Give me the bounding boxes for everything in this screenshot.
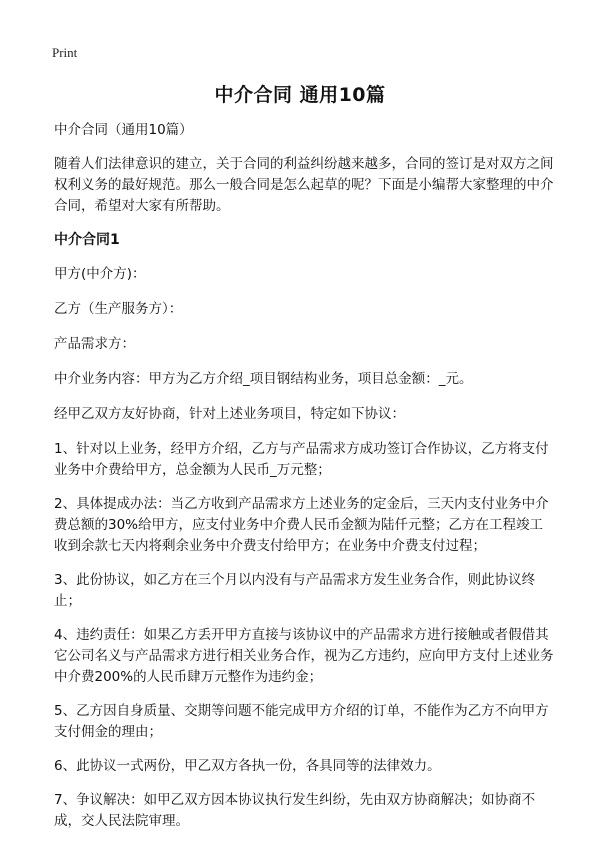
business-content-field: 中介业务内容：甲方为乙方介绍_项目钢结构业务，项目总金额：_元。 <box>54 371 473 387</box>
intro-paragraph: 随着人们法律意识的建立，关于合同的利益纠纷越来越多，合同的签订是对双方之间权利义务的最好规范。那么一般合同是怎么起草的呢？下面是小编帮大家整理的中介合同，希望对大家有所帮助。 <box>54 156 554 214</box>
document-title: 中介合同 通用10篇 <box>214 84 386 106</box>
party-a-field: 甲方(中介方)： <box>54 266 146 282</box>
document-subtitle: 中介合同（通用10篇） <box>54 122 193 138</box>
clause-paragraph: 3、此份协议，如乙方在三个月以内没有与产品需求方发生业务合作，则此协议终止； <box>54 572 536 609</box>
clause-paragraph: 7、争议解决：如甲乙双方因本协议执行发生纠纷，先由双方协商解决；如协商不成，交人民法院审理。 <box>54 792 536 829</box>
clause-paragraph: 5、乙方因自身质量、交期等问题不能完成甲方介绍的订单，不能作为乙方不向甲方支付佣金的理由； <box>54 703 549 740</box>
clause-paragraph: 1、针对以上业务，经甲方介绍，乙方与产品需求方成功签订合作协议，乙方将支付业务中介费给甲方，总金额为人民币_万元整； <box>54 441 549 478</box>
document-body <box>54 120 554 845</box>
agreement-intro: 经甲乙双方友好协商，针对上述业务项目，特定如下协议： <box>54 406 405 422</box>
clause-paragraph: 2、具体提成办法：当乙方收到产品需求方上述业务的定金后，三天内支付业务中介费总额的30%给甲方，应支付业务中介费人民币金额为陆仟元整；乙方在工程竣工收到余款七天内将剩余业务中介费支付给甲方；在业务中介费支付过程； <box>54 496 549 554</box>
print-label: Print <box>52 45 78 60</box>
demand-party-field: 产品需求方： <box>54 336 135 352</box>
clause-paragraph: 4、违约责任：如果乙方丢开甲方直接与该协议中的产品需求方进行接触或者假借其它公司名义与产品需求方进行相关业务合作，视为乙方违约，应向甲方支付上述业务中介费200%的人民币肆万元整作为违约金； <box>54 627 554 685</box>
party-b-field: 乙方（生产服务方）： <box>54 301 183 317</box>
section-heading: 中介合同1 <box>54 232 120 248</box>
clause-paragraph: 6、此协议一式两份，甲乙双方各执一份，各具同等的法律效力。 <box>54 758 441 774</box>
